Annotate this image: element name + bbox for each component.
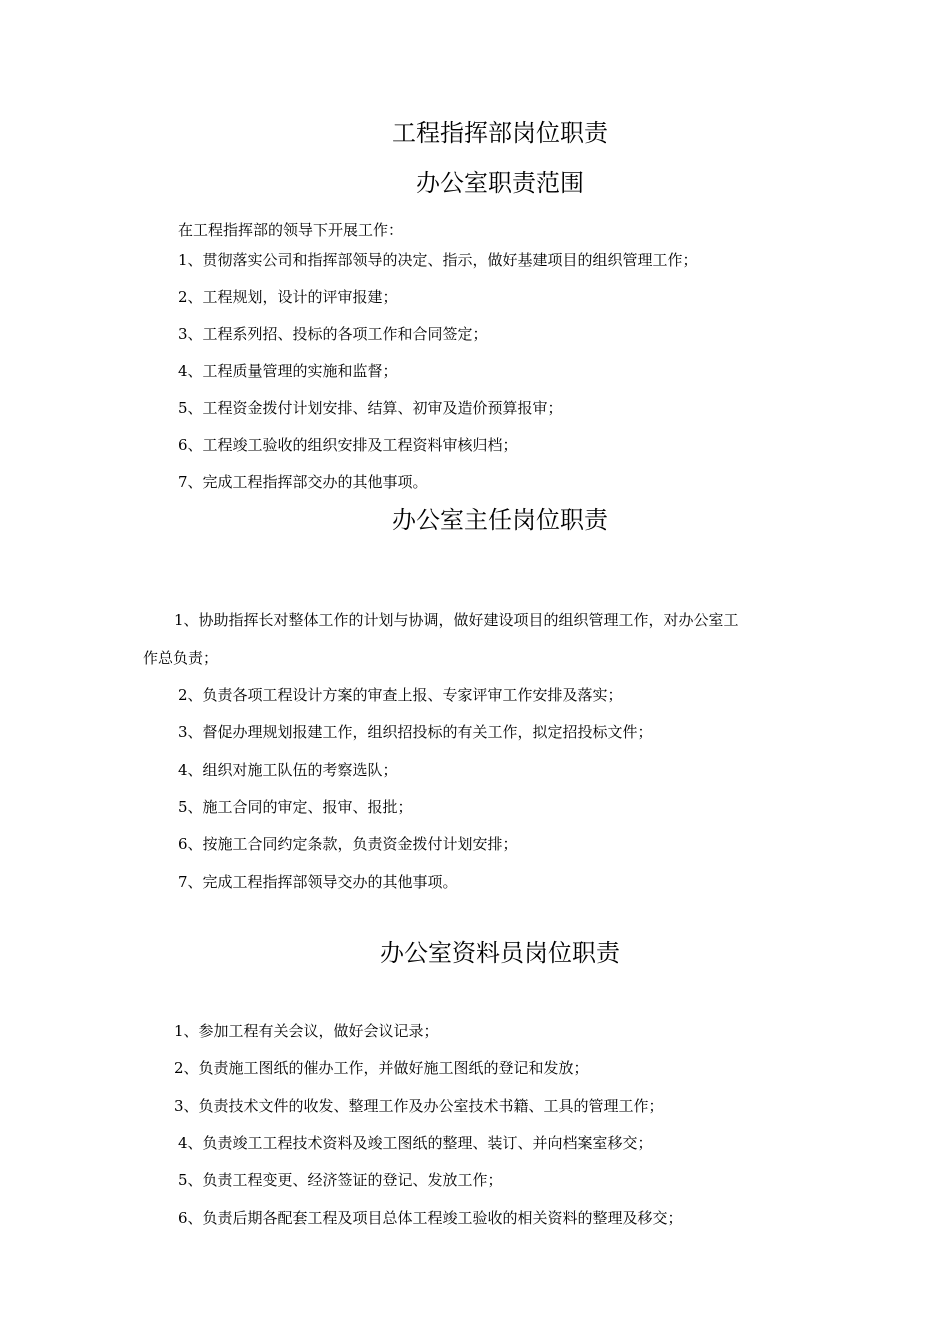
- list-item: 7、完成工程指挥部领导交办的其他事项。: [178, 873, 458, 891]
- list-item: 4、工程质量管理的实施和监督；: [178, 362, 398, 380]
- list-item: 6、工程竣工验收的组织安排及工程资料审核归档；: [178, 436, 518, 454]
- list-item-continuation: 作总负责；: [143, 649, 219, 667]
- list-item: 6、负责后期各配套工程及项目总体工程竣工验收的相关资料的整理及移交；: [178, 1209, 683, 1227]
- section-title-office-archivist: 办公室资料员岗位职责: [380, 939, 620, 967]
- list-item: 1、协助指挥长对整体工作的计划与协调，做好建设项目的组织管理工作，对办公室工: [174, 611, 739, 629]
- list-item: 7、完成工程指挥部交办的其他事项。: [178, 473, 428, 491]
- list-item: 4、负责竣工工程技术资料及竣工图纸的整理、装订、并向档案室移交；: [178, 1134, 653, 1152]
- list-item: 1、贯彻落实公司和指挥部领导的决定、指示，做好基建项目的组织管理工作；: [178, 251, 698, 269]
- section-title-office-director: 办公室主任岗位职责: [392, 506, 608, 534]
- list-item: 5、负责工程变更、经济签证的登记、发放工作；: [178, 1171, 503, 1189]
- list-item: 2、负责各项工程设计方案的审查上报、专家评审工作安排及落实；: [178, 686, 623, 704]
- section-intro: 在工程指挥部的领导下开展工作：: [178, 221, 404, 239]
- list-item: 6、按施工合同约定条款，负责资金拨付计划安排；: [178, 835, 518, 853]
- list-item: 3、工程系列招、投标的各项工作和合同签定；: [178, 325, 488, 343]
- list-item: 3、督促办理规划报建工作，组织招投标的有关工作，拟定招投标文件；: [178, 723, 653, 741]
- list-item: 3、负责技术文件的收发、整理工作及办公室技术书籍、工具的管理工作；: [174, 1097, 664, 1115]
- main-title: 工程指挥部岗位职责: [392, 119, 608, 147]
- list-item: 5、施工合同的审定、报审、报批；: [178, 798, 413, 816]
- list-item: 1、参加工程有关会议，做好会议记录；: [174, 1022, 439, 1040]
- list-item: 5、工程资金拨付计划安排、结算、初审及造价预算报审；: [178, 399, 563, 417]
- list-item: 4、组织对施工队伍的考察选队；: [178, 761, 398, 779]
- list-item: 2、负责施工图纸的催办工作，并做好施工图纸的登记和发放；: [174, 1059, 589, 1077]
- list-item: 2、工程规划，设计的评审报建；: [178, 288, 398, 306]
- section-title-office-scope: 办公室职责范围: [416, 169, 584, 197]
